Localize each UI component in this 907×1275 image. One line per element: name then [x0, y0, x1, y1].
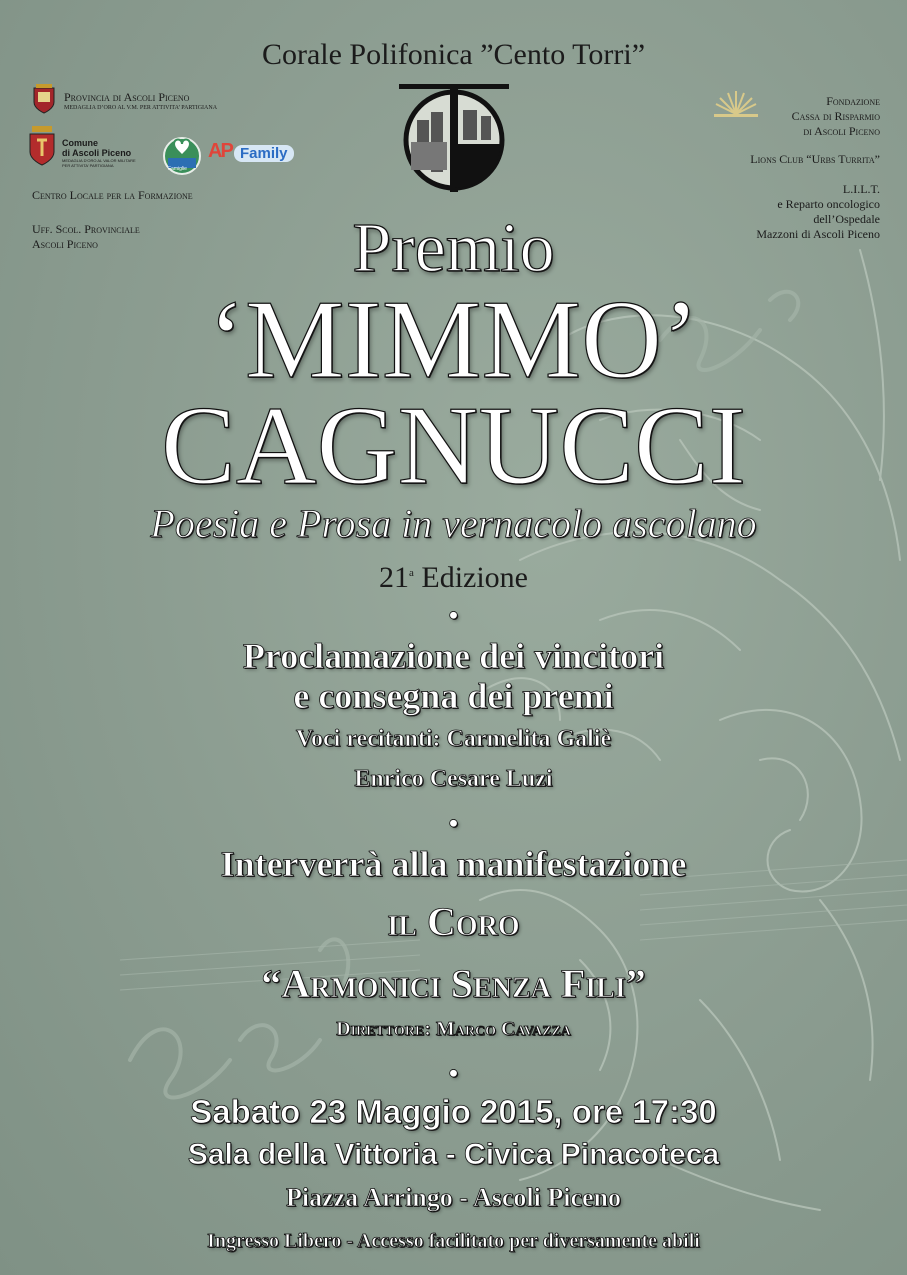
choir-logo [393, 82, 515, 194]
edition-superscript: a [408, 567, 414, 579]
ap-family-text: Family [234, 145, 294, 162]
event-access: Ingresso Libero - Accesso facilitato per diversamente abili [207, 1230, 700, 1252]
lilt-line1: L.I.L.T. [842, 182, 880, 196]
fondazione-line3: di Ascoli Piceno [803, 124, 880, 138]
lilt-line2: e Reparto oncologico [777, 197, 880, 211]
voices-line1: Voci recitanti: Carmelita Galiè [295, 726, 612, 752]
fondazione-line2: Cassa di Risparmio [791, 109, 880, 123]
lilt-line4: Mazzoni di Ascoli Piceno [756, 227, 880, 241]
comune-sub: MEDAGLIA D’ORO AL VALOR MILITARE PER ATTIVITA’ PARTIGIANA [62, 158, 136, 168]
provincia-crest-icon [32, 84, 56, 114]
award-premio: Premio [352, 210, 555, 287]
ap-letters: AP [208, 140, 232, 162]
event-venue: Sala della Vittoria - Civica Pinacoteca [187, 1138, 720, 1171]
intervention-line: Interverrà alla manifestazione [220, 844, 687, 884]
lions-club: Lions Club “Urbs Turrita” [750, 152, 880, 166]
comune-line2: di Ascoli Piceno [62, 148, 132, 158]
program-line2: e consegna dei premi [293, 676, 614, 716]
comune-crest-icon [28, 126, 56, 166]
event-datetime: Sabato 23 Maggio 2015, ore 17:30 [190, 1093, 717, 1130]
edition-number: 21 [378, 561, 409, 594]
award-name-last: CAGNUCCI [161, 384, 746, 508]
famiglie-label: Famiglie [168, 166, 187, 172]
choir-coro: il Coro [387, 899, 520, 944]
award-edition [0, 556, 907, 595]
centro-formazione: Centro Locale per la Formazione [32, 188, 193, 202]
lilt-line3: dell’Ospedale [813, 212, 880, 226]
fondazione-logo-icon [712, 90, 760, 118]
choir-director: Direttore: Marco Cavazza [336, 1018, 571, 1040]
comune-line1: Comune [62, 138, 98, 148]
bullet-separator: • [447, 1055, 460, 1091]
bullet-separator: • [447, 597, 460, 633]
provincia-name: Provincia di Ascoli Piceno [64, 90, 190, 104]
choir-guest-name: “Armonici Senza Fili” [261, 961, 646, 1006]
award-name-first: ‘MIMMO’ [207, 278, 700, 402]
event-address: Piazza Arringo - Ascoli Piceno [285, 1183, 622, 1212]
award-subtitle: Poesia e Prosa in vernacolo ascolano [150, 501, 757, 546]
ap-family-logo [208, 140, 314, 166]
uff-scol-line2: Ascoli Piceno [32, 237, 98, 251]
provincia-sub: MEDAGLIA D’ORO AL V.M. PER ATTIVITA’ PARTIGIANA [64, 105, 218, 111]
program-line1: Proclamazione dei vincitori [242, 636, 665, 676]
choir-header: Corale Polifonica ”Cento Torri” [261, 38, 646, 71]
edition-word: Edizione [421, 561, 529, 594]
uff-scol-line1: Uff. Scol. Provinciale [32, 222, 140, 236]
voices-line2: Enrico Cesare Luzi [354, 766, 553, 792]
fondazione-line1: Fondazione [826, 94, 880, 108]
bullet-separator: • [447, 805, 460, 841]
